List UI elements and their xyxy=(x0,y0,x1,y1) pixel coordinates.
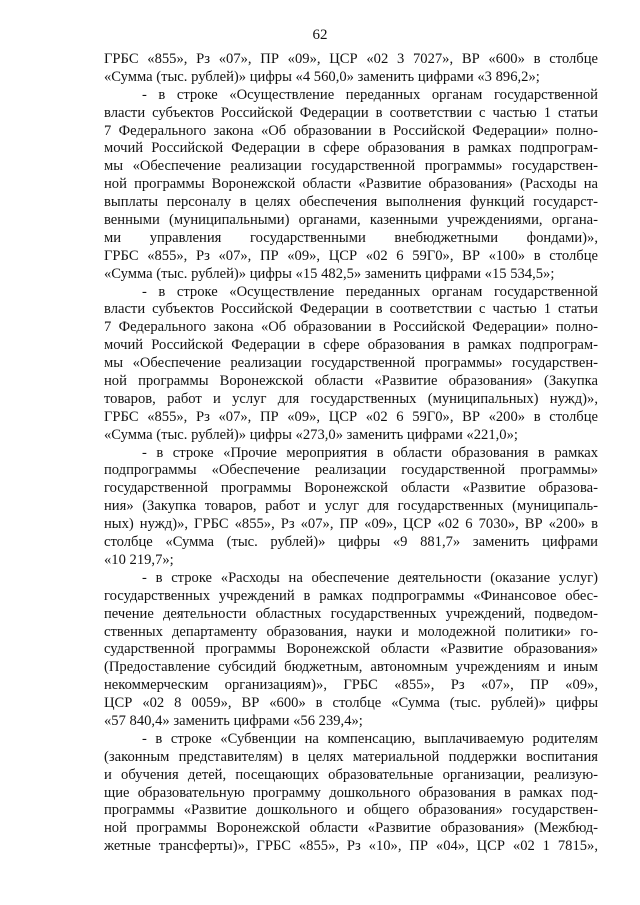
text-line: ГРБС «855», Рз «07», ПР «09», ЦСР «02 6 59Г0», ВР «100» в столбце xyxy=(104,247,598,264)
text-line: ми управления государственными внебюджетными фондами)», xyxy=(104,229,598,246)
paragraph xyxy=(104,284,598,445)
text-line: «Сумма (тыс. рублей)» цифры «15 482,5» заменить цифрами «15 534,5»; xyxy=(104,265,555,282)
text-line: мы «Обеспечение реализации государственной программы» государствен- xyxy=(104,158,598,175)
text-line: мочий Российской Федерации в сфере образования в рамках подпрограм- xyxy=(104,337,598,354)
text-line: ЦСР «02 8 0059», ВР «600» в столбце «Сумма (тыс. рублей)» цифры xyxy=(104,695,598,712)
text-line: - в строке «Осуществление переданных органам государственной xyxy=(142,86,598,103)
text-line: власти субъектов Российской Федерации в соответствии с частью 1 статьи xyxy=(104,301,598,318)
paragraph xyxy=(104,731,598,856)
text-line: печение деятельности областных государственных учреждений, подведом- xyxy=(104,605,598,622)
text-line: мочий Российской Федерации в сфере образования в рамках подпрограм- xyxy=(104,140,598,157)
text-line: «10 219,7»; xyxy=(104,551,174,568)
text-line: щие образовательную программу дошкольного образования в рамках под- xyxy=(104,784,598,801)
paragraph xyxy=(104,570,598,731)
text-line: 7 Федерального закона «Об образовании в Российской Федерации» полно- xyxy=(104,319,598,336)
paragraph xyxy=(104,445,598,570)
document-body xyxy=(104,51,598,856)
text-line: власти субъектов Российской Федерации в соответствии с частью 1 статьи xyxy=(104,104,598,121)
text-line: ной программы Воронежской области «Развитие образования» (Закупка xyxy=(104,373,598,390)
paragraph xyxy=(104,87,598,284)
paragraph xyxy=(104,51,598,87)
text-line: «57 840,4» заменить цифрами «56 239,4»; xyxy=(104,712,363,729)
text-line: 7 Федерального закона «Об образовании в Российской Федерации» полно- xyxy=(104,122,598,139)
text-line: - в строке «Прочие мероприятия в области образования в рамках xyxy=(142,444,598,461)
text-line: государственной программы Воронежской области «Развитие образова- xyxy=(104,480,598,497)
text-line: некоммерческим организациям)», ГРБС «855», Рз «07», ПР «09», xyxy=(104,677,598,694)
text-line: ственных департаменту образования, науки и молодежной политики» го- xyxy=(104,623,598,640)
text-line: - в строке «Расходы на обеспечение деятельности (оказание услуг) xyxy=(142,569,598,586)
text-line: (Предоставление субсидий бюджетным, автономным учреждениям и иным xyxy=(104,659,598,676)
text-line: и обучения детей, посещающих образовательные организации, реализую- xyxy=(104,766,598,783)
page-number: 62 xyxy=(312,27,328,43)
text-line: жетные трансферты)», ГРБС «855», Рз «10», ПР «04», ЦСР «02 1 7815», xyxy=(104,838,598,855)
text-line: «Сумма (тыс. рублей)» цифры «273,0» заменить цифрами «221,0»; xyxy=(104,426,518,443)
text-line: программы «Развитие дошкольного и общего образования» государствен- xyxy=(104,802,598,819)
text-line: «Сумма (тыс. рублей)» цифры «4 560,0» заменить цифрами «3 896,2»; xyxy=(104,68,540,85)
text-line: подпрограммы «Обеспечение реализации государственной программы» xyxy=(104,462,598,479)
text-line: выплаты персоналу в целях обеспечения выполнения функций государст- xyxy=(104,194,598,211)
text-line: столбце «Сумма (тыс. рублей)» цифры «9 881,7» заменить цифрами xyxy=(104,534,598,551)
text-line: - в строке «Осуществление переданных органам государственной xyxy=(142,283,598,300)
text-line: мы «Обеспечение реализации государственной программы» государствен- xyxy=(104,355,598,372)
text-line: ных) нужд)», ГРБС «855», Рз «07», ПР «09», ЦСР «02 6 7030», ВР «200» в xyxy=(104,516,598,533)
text-line: государственных учреждений в рамках подпрограммы «Финансовое обес- xyxy=(104,587,598,604)
text-line: ГРБС «855», Рз «07», ПР «09», ЦСР «02 3 7027», ВР «600» в столбце xyxy=(104,51,598,67)
text-line: сударственной программы Воронежской области «Развитие образования» xyxy=(104,641,598,658)
text-line: венными (муниципальными) органами, казенными учреждениями, органа- xyxy=(104,212,598,229)
text-line: - в строке «Субвенции на компенсацию, выплачиваемую родителям xyxy=(142,730,598,747)
text-line: ной программы Воронежской области «Развитие образования» (Межбюд- xyxy=(104,820,598,837)
text-line: ния» (Закупка товаров, работ и услуг для государственных (муниципаль- xyxy=(104,498,598,515)
text-line: ГРБС «855», Рз «07», ПР «09», ЦСР «02 6 59Г0», ВР «200» в столбце xyxy=(104,408,598,425)
text-line: (законным представителям) в целях материальной поддержки воспитания xyxy=(104,748,598,765)
text-line: ной программы Воронежской области «Развитие образования» (Расходы на xyxy=(104,176,598,193)
text-line: товаров, работ и услуг для государственных (муниципальных) нужд)», xyxy=(104,390,598,407)
